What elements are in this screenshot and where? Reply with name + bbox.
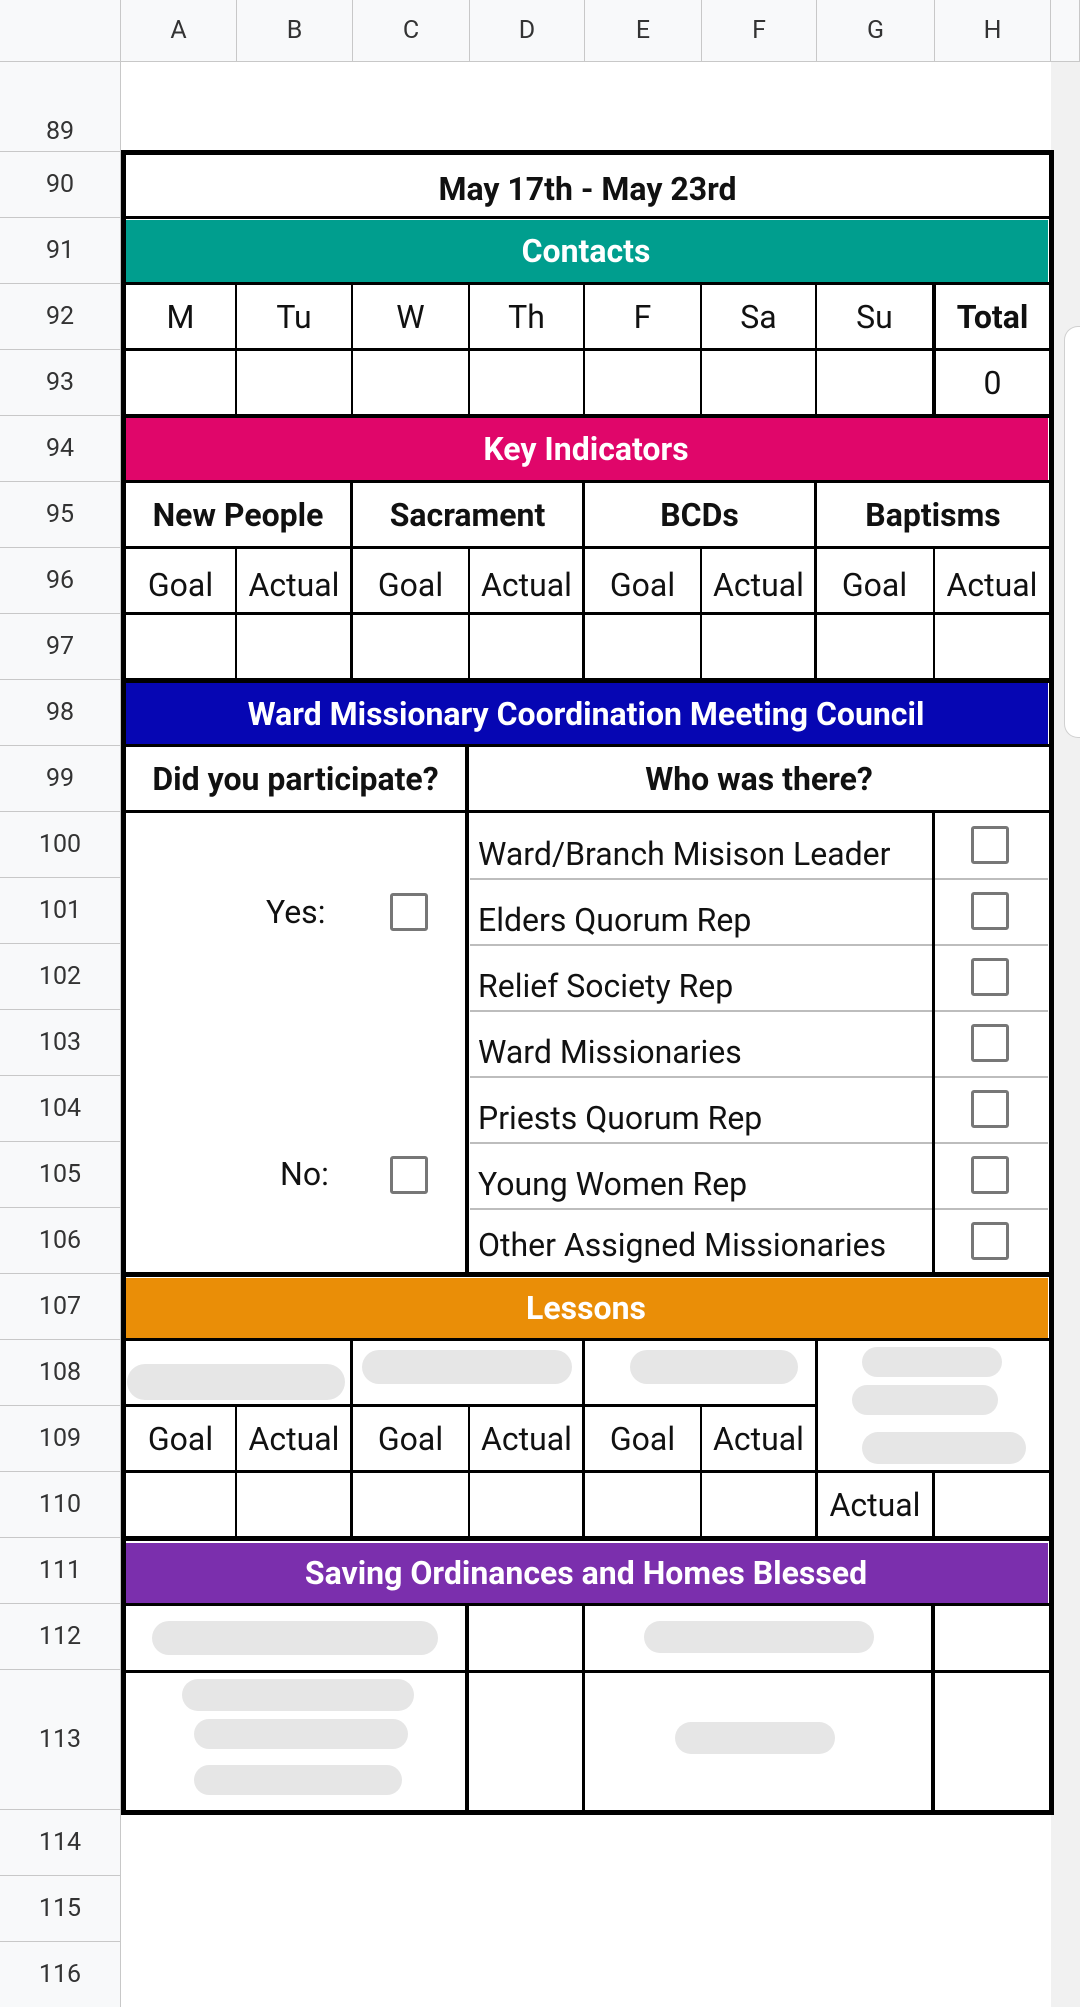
council-header: Ward Missionary Coordination Meeting Council [124,683,1048,745]
row-header-98[interactable]: 98 [0,680,121,746]
contacts-total-label[interactable]: Total [956,297,1029,336]
row-header-110[interactable]: 110 [0,1472,121,1538]
row-header-108[interactable]: 108 [0,1340,121,1406]
ki-baptisms-goal[interactable]: Goal [841,565,908,604]
redacted-lesson-header-3 [630,1350,798,1384]
ki-bcds-goal[interactable]: Goal [609,565,676,604]
ki-baptisms-actual[interactable]: Actual [946,565,1038,604]
row-header-90[interactable]: 90 [0,152,121,218]
attendee-priests-quorum: Priests Quorum Rep [478,1099,763,1137]
lessons-actual-1[interactable]: Actual [248,1419,340,1458]
ki-sacrament[interactable]: Sacrament [389,495,546,534]
row-header-109[interactable]: 109 [0,1406,121,1472]
lessons-goal-2[interactable]: Goal [377,1419,444,1458]
ki-new-people-goal[interactable]: Goal [147,565,214,604]
participate-label[interactable]: Did you participate? [152,759,439,798]
row-header-99[interactable]: 99 [0,746,121,812]
week-title[interactable]: May 17th - May 23rd [438,170,737,208]
contacts-monday-cell[interactable] [126,351,235,414]
row-header-107[interactable]: 107 [0,1274,121,1340]
column-header-g[interactable]: G [817,0,935,62]
row-header-114[interactable]: 114 [0,1810,121,1876]
lessons-goal-1[interactable]: Goal [147,1419,214,1458]
attendee-checkbox-3[interactable] [971,958,1009,996]
lessons-actual-3[interactable]: Actual [713,1419,804,1458]
day-monday[interactable]: M [166,297,195,336]
attendee-elders-quorum: Elders Quorum Rep [478,901,752,939]
ki-baptisms[interactable]: Baptisms [865,495,1001,534]
ki-bcds-actual[interactable]: Actual [713,565,804,604]
row-header-91[interactable]: 91 [0,218,121,284]
day-thursday[interactable]: Th [508,297,545,336]
lessons-attended-actual[interactable]: Actual [829,1485,921,1524]
attendee-young-women: Young Women Rep [478,1165,748,1203]
yes-label: Yes: [266,893,326,931]
row-header-113[interactable]: 113 [0,1670,121,1810]
contacts-total-value[interactable]: 0 [983,363,1002,402]
attendee-checkbox-1[interactable] [971,826,1009,864]
row-header-104[interactable]: 104 [0,1076,121,1142]
attendee-relief-society: Relief Society Rep [478,967,734,1005]
contacts-tuesday-cell[interactable] [237,351,351,414]
contacts-wednesday-cell[interactable] [353,351,468,414]
contacts-thursday-cell[interactable] [470,351,583,414]
redacted-saving-label-3c [194,1765,402,1795]
row-header-115[interactable]: 115 [0,1876,121,1942]
saving-header: Saving Ordinances and Homes Blessed [124,1543,1048,1603]
key-indicators-header: Key Indicators [124,418,1048,480]
lessons-actual-2[interactable]: Actual [481,1419,572,1458]
redacted-saving-label-2 [644,1621,874,1653]
contacts-friday-cell[interactable] [585,351,700,414]
row-header-112[interactable]: 112 [0,1604,121,1670]
attendee-other-missionaries: Other Assigned Missionaries [478,1226,887,1264]
redacted-saving-label-1 [152,1621,438,1655]
row-header-97[interactable]: 97 [0,614,121,680]
row-header-94[interactable]: 94 [0,416,121,482]
redacted-lesson-header-4b [852,1385,998,1415]
day-friday[interactable]: F [633,297,652,336]
day-saturday[interactable]: Sa [740,297,777,336]
yes-checkbox[interactable] [390,893,428,931]
column-header-a[interactable]: A [121,0,237,62]
ki-sacrament-goal[interactable]: Goal [377,565,444,604]
attendee-checkbox-7[interactable] [971,1222,1009,1260]
attendee-checkbox-4[interactable] [971,1024,1009,1062]
attendee-ward-mission-leader: Ward/Branch Misison Leader [478,835,891,873]
lessons-header: Lessons [124,1278,1048,1338]
column-header-e[interactable]: E [585,0,702,62]
row-header-92[interactable]: 92 [0,284,121,350]
day-sunday[interactable]: Su [856,297,893,336]
row-header-102[interactable]: 102 [0,944,121,1010]
no-label: No: [280,1155,329,1193]
ki-bcds[interactable]: BCDs [660,495,739,534]
row-header-93[interactable]: 93 [0,350,121,416]
column-header-i[interactable] [1051,0,1080,62]
ki-new-people[interactable]: New People [152,495,324,534]
day-wednesday[interactable]: W [396,297,425,336]
redacted-lesson-header-4c [862,1432,1026,1464]
row-header-106[interactable]: 106 [0,1208,121,1274]
column-header-c[interactable]: C [353,0,470,62]
column-header-b[interactable]: B [237,0,353,62]
row-header-105[interactable]: 105 [0,1142,121,1208]
row-header-103[interactable]: 103 [0,1010,121,1076]
corner-cell[interactable] [0,0,121,62]
attendee-checkbox-2[interactable] [971,892,1009,930]
row-header-101[interactable]: 101 [0,878,121,944]
ki-sacrament-actual[interactable]: Actual [481,565,572,604]
attendee-checkbox-6[interactable] [971,1156,1009,1194]
redacted-saving-label-4 [675,1722,835,1754]
contacts-header: Contacts [124,220,1048,282]
lessons-goal-3[interactable]: Goal [609,1419,676,1458]
column-header-d[interactable]: D [470,0,585,62]
redacted-saving-label-3b [194,1719,408,1749]
redacted-saving-label-3a [182,1679,414,1711]
contacts-saturday-cell[interactable] [702,351,815,414]
column-header-f[interactable]: F [702,0,817,62]
attendee-ward-missionaries: Ward Missionaries [478,1033,742,1071]
row-header-116[interactable]: 116 [0,1942,121,2007]
who-was-there-label[interactable]: Who was there? [645,759,873,798]
scrollbar-handle[interactable] [1064,326,1080,738]
redacted-lesson-header-2 [362,1350,572,1384]
row-header-100[interactable]: 100 [0,812,121,878]
row-header-96[interactable]: 96 [0,548,121,614]
no-checkbox[interactable] [390,1156,428,1194]
redacted-lesson-header-4a [862,1347,1002,1377]
ki-new-people-actual[interactable]: Actual [248,565,340,604]
attendee-checkbox-5[interactable] [971,1090,1009,1128]
day-tuesday[interactable]: Tu [276,297,312,336]
redacted-lesson-header-1 [127,1364,345,1400]
contacts-sunday-cell[interactable] [817,351,932,414]
row-header-89[interactable]: 89 [0,62,121,152]
column-header-h[interactable]: H [935,0,1051,62]
row-header-111[interactable]: 111 [0,1538,121,1604]
row-header-95[interactable]: 95 [0,482,121,548]
